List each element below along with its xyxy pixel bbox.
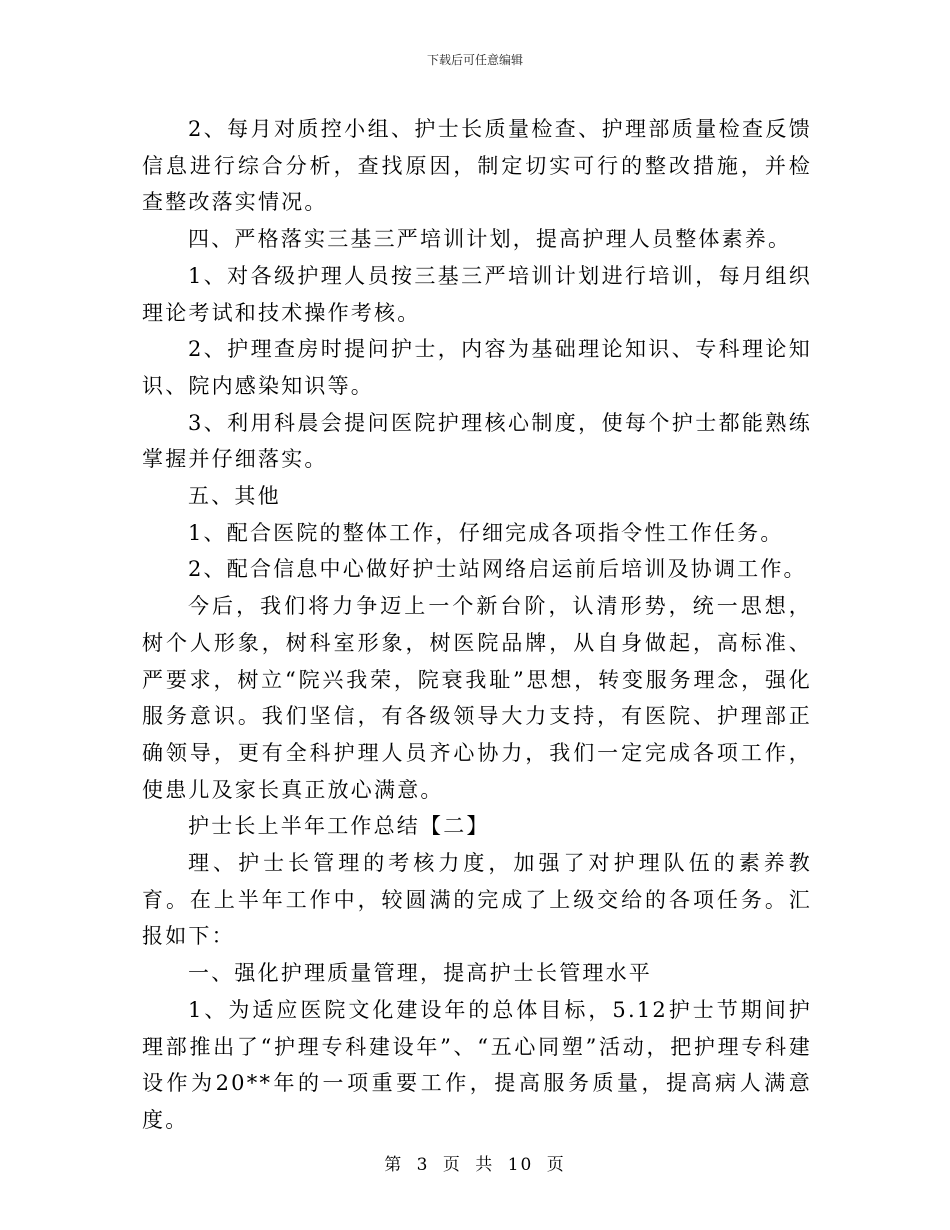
paragraph-item-1-cooperate: 1、配合医院的整体工作，仔细完成各项指令性工作任务。 bbox=[188, 520, 784, 545]
document-body bbox=[142, 111, 812, 1139]
paragraph-item-1-training: 1、对各级护理人员按三基三严培训计划进行培训，每月组织理论考试和技术操作考核。 bbox=[142, 263, 812, 325]
paragraph-outlook: 今后，我们将力争迈上一个新台阶，认清形势，统一思想，树个人形象，树科室形象，树医院品牌，从自身做起，高标准、严要求，树立“院兴我荣，院衰我耻”思想，转变服务理念，强化服务意识。我们坚信，有各级领导大力支持，有医院、护理部正确领导，更有全科护理人员齐心协力，我们一定完成各项工作，使患儿及家长真正放心满意。 bbox=[142, 594, 812, 802]
page-number: 第 3 页 共 10 页 bbox=[384, 1155, 566, 1175]
section-heading-training: 四、严格落实三基三严培训计划，提高护理人员整体素养。 bbox=[188, 227, 792, 252]
page-header: 下载后可任意编辑 bbox=[426, 53, 523, 67]
paragraph-summary-intro: 理、护士长管理的考核力度，加强了对护理队伍的素养教育。在上半年工作中，较圆满的完成了上级交给的各项任务。汇报如下： bbox=[142, 851, 812, 949]
paragraph-item-3-morning-meeting: 3、利用科晨会提问医院护理核心制度，使每个护士都能熟练掌握并仔细落实。 bbox=[142, 410, 812, 472]
document-subtitle: 护士长上半年工作总结【二】 bbox=[188, 814, 490, 839]
paragraph-item-2-feedback: 2、每月对质控小组、护士长质量检查、护理部质量检查反馈信息进行综合分析，查找原因，制定切实可行的整改措施，并检查整改落实情况。 bbox=[142, 117, 812, 215]
paragraph-item-2-network: 2、配合信息中心做好护士站网络启运前后培训及协调工作。 bbox=[188, 557, 807, 582]
paragraph-item-1-culture: 1、为适应医院文化建设年的总体目标，5.12护士节期间护理部推出了“护理专科建设年”、“五心同塑”活动，把护理专科建设作为20**年的一项重要工作，提高服务质量，提高病人满意度。 bbox=[142, 997, 812, 1132]
paragraph-item-2-ward-rounds: 2、护理查房时提问护士，内容为基础理论知识、专科理论知识、院内感染知识等。 bbox=[142, 337, 812, 398]
section-heading-other: 五、其他 bbox=[188, 484, 281, 509]
section-heading-quality: 一、强化护理质量管理，提高护士长管理水平 bbox=[188, 961, 652, 986]
